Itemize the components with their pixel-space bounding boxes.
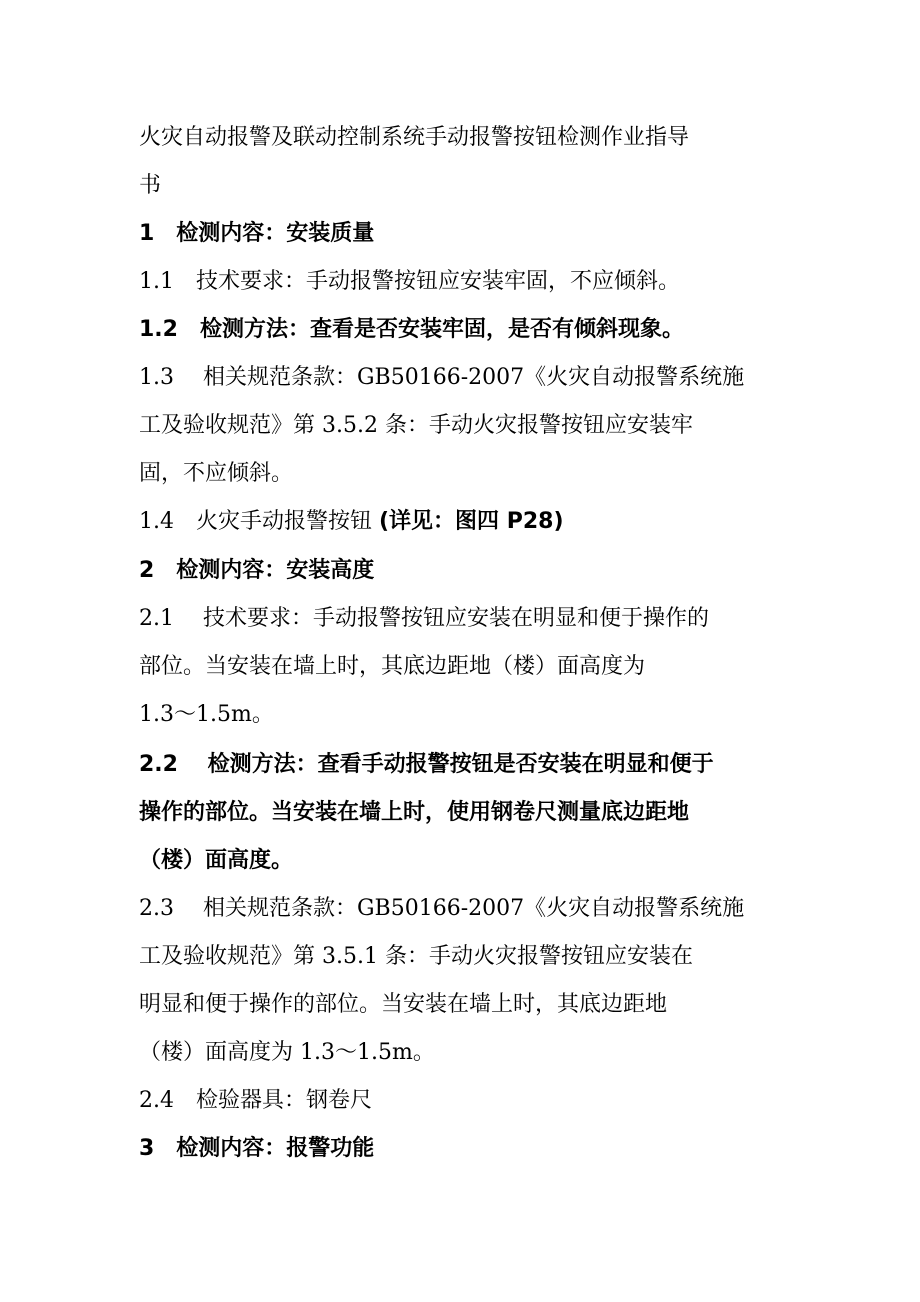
- item-1-3-line-1: 1.3 相关规范条款：GB50166-2007《火灾自动报警系统施: [139, 365, 745, 390]
- item-1-1: 1.1 技术要求：手动报警按钮应安装牢固，不应倾斜。: [139, 269, 680, 294]
- item-2-2-line-2: 操作的部位。当安装在墙上时，使用钢卷尺测量底边距地: [139, 800, 690, 825]
- item-2-3-line-3: 明显和便于操作的部位。当安装在墙上时，其底边距地: [139, 992, 668, 1017]
- section-3-heading: 3 检测内容：报警功能: [139, 1136, 375, 1161]
- section-2-heading: 2 检测内容：安装高度: [139, 558, 375, 583]
- document-title-line-1: 火灾自动报警及联动控制系统手动报警按钮检测作业指导: [139, 125, 690, 150]
- item-2-1-line-1: 2.1 技术要求：手动报警按钮应安装在明显和便于操作的: [139, 606, 709, 631]
- item-2-1-line-3: 1.3～1.5m。: [139, 702, 274, 727]
- document-title-line-2: 书: [139, 173, 162, 198]
- item-1-2: 1.2 检测方法：查看是否安装牢固，是否有倾斜现象。: [139, 317, 684, 342]
- item-1-3-line-2: 工及验收规范》第 3.5.2 条：手动火灾报警按钮应安装牢: [139, 413, 693, 438]
- item-2-2-line-1: 2.2 检测方法：查看手动报警按钮是否安装在明显和便于: [139, 752, 714, 777]
- item-1-3-line-3: 固，不应倾斜。: [139, 461, 294, 486]
- item-2-1-line-2: 部位。当安装在墙上时，其底边距地（楼）面高度为: [139, 654, 646, 679]
- item-2-4: 2.4 检验器具：钢卷尺: [139, 1088, 372, 1113]
- item-2-3-line-2: 工及验收规范》第 3.5.1 条：手动火灾报警按钮应安装在: [139, 944, 693, 969]
- item-2-3-line-4: （楼）面高度为 1.3～1.5m。: [139, 1040, 435, 1065]
- item-1-4: [139, 508, 839, 536]
- item-2-3-line-1: 2.3 相关规范条款：GB50166-2007《火灾自动报警系统施: [139, 896, 745, 921]
- item-1-4-text: 1.4 火灾手动报警按钮: [139, 509, 372, 534]
- item-1-4-reference: (详见：图四 P28): [379, 509, 564, 534]
- item-2-2-line-3: （楼）面高度。: [139, 848, 294, 873]
- section-1-heading: 1 检测内容：安装质量: [139, 221, 375, 246]
